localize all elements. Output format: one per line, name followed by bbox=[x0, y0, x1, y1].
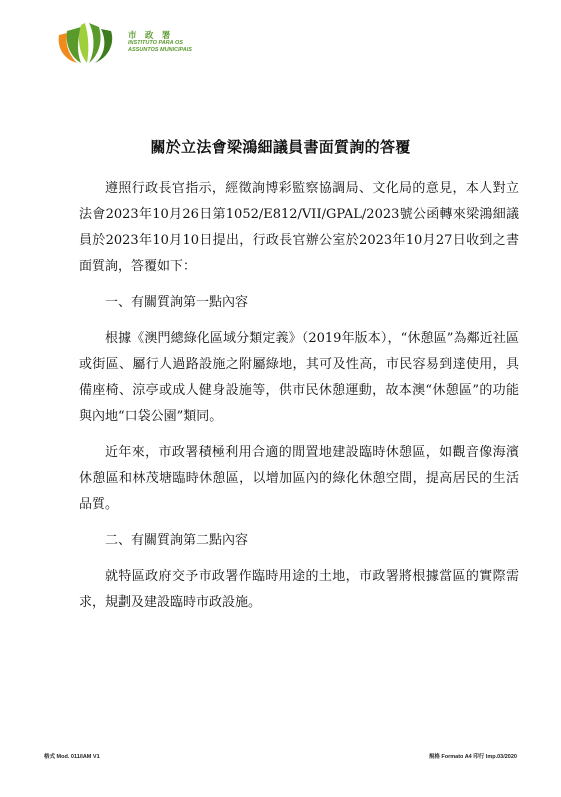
iam-logo bbox=[55, 19, 215, 65]
logo-text bbox=[128, 30, 192, 53]
logo-name-pt-line1: INSTITUTO PARA OS bbox=[128, 40, 183, 46]
paragraph-definition: 根據《澳門總綠化區域分類定義》（2019年版本），“休憩區”為鄰近社區或街區、屬行人過路設施之附屬綠地，其可及性高，市民容易到達使用，具備座椅、涼亭或成人健身設施等，供市民休憩運動，故本澳“休憩區”的功能與內地“口袋公園”類同。 bbox=[79, 331, 519, 424]
logo-name-zh: 市 政 署 bbox=[128, 30, 174, 40]
paragraph-recent-years: 近年來，市政署積極利用合適的閒置地建設臨時休憩區，如觀音像海濱休憩區和林茂塘臨時休憩區，以增加區內的綠化休憩空間，提高居民的生活品質。 bbox=[79, 445, 519, 512]
document-title: 關於立法會梁鴻細議員書面質詢的答覆 bbox=[150, 138, 411, 156]
paragraph-intro: 遵照行政長官指示，經徵詢博彩監察協調局、文化局的意見，本人對立法會2023年10月26日第1052/E812/VII/GPAL/2023號公函轉來梁鴻細議員於2023年10月10日提出，行政長官辦公室於2023年10月27日收到之書面質詢，答覆如下： bbox=[79, 181, 519, 274]
section-heading-1: 一、有關質詢第一點內容 bbox=[105, 295, 249, 310]
section-heading-2: 二、有關質詢第二點內容 bbox=[105, 533, 249, 548]
logo-name-pt-line2: ASSUNTOS MUNICIPAIS bbox=[128, 46, 192, 53]
footer-form-code: 格式 Mod. 011/IAM V1 bbox=[44, 754, 100, 760]
paragraph-land-use: 就特區政府交予市政署作臨時用途的土地，市政署將根據當區的實際需求，規劃及建設臨時市政設施。 bbox=[79, 569, 519, 610]
document-body bbox=[79, 176, 519, 626]
iam-emblem-icon bbox=[55, 19, 125, 65]
footer-format-info: 規格 Formato A4 印行 Imp.03/2020 bbox=[428, 754, 517, 760]
